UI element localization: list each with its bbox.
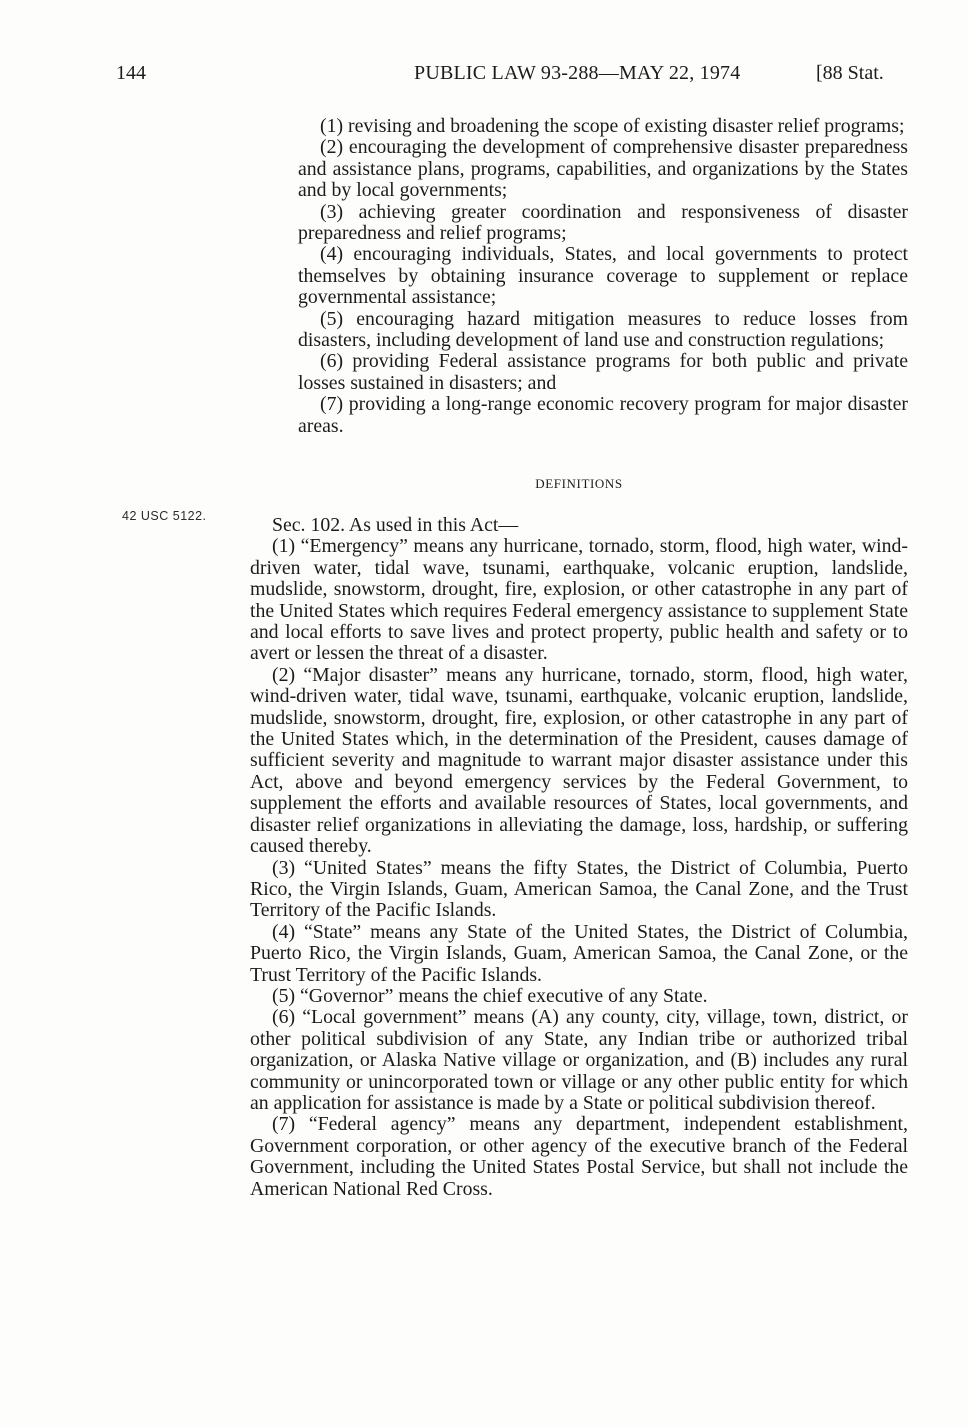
page-header (0, 62, 968, 92)
running-title: PUBLIC LAW 93-288—MAY 22, 1974 (414, 62, 741, 84)
margin-citation: 42 USC 5122. (122, 509, 207, 523)
purpose-item: (4) encouraging individuals, States, and local governments to protect themselves by obtaining insurance coverage to supplement or replace governmental assistance; (298, 243, 908, 309)
section-heading: DEFINITIONS (535, 476, 623, 491)
purpose-item: (3) achieving greater coordination and responsiveness of disaster preparedness and relief programs; (298, 200, 908, 245)
purpose-item: (5) encouraging hazard mitigation measures to reduce losses from disasters, including development of land use and construction regulations; (298, 307, 908, 352)
purpose-item: (7) providing a long-range economic recovery program for major disaster areas. (298, 393, 908, 437)
purpose-item: (1) revising and broadening the scope of existing disaster relief programs; (320, 115, 905, 137)
section-intro: Sec. 102. As used in this Act— (272, 514, 519, 536)
definition-item: (5) “Governor” means the chief executive of any State. (272, 984, 708, 1007)
purpose-item: (6) providing Federal assistance programs for both public and private losses sustained in disasters; and (298, 350, 908, 394)
purposes-list (298, 116, 908, 437)
definition-item: (4) “State” means any State of the United States, the District of Columbia, Puerto Rico, the Virgin Islands, Guam, American Samoa, the Canal Zone, or the Trust Territory of the Pacific Islands. (250, 920, 908, 986)
definition-item: (3) “United States” means the fifty States, the District of Columbia, Puerto Rico, the Virgin Islands, Guam, American Samoa, the Canal Zone, and the Trust Territory of the Pacific Islands. (250, 856, 908, 922)
definition-item: (7) “Federal agency” means any department, independent establishment, Government corporation, or other agency of the executive branch of the Federal Government, including the United States Postal Service, but shall not include the American National Red Cross. (250, 1113, 908, 1200)
definition-item: (1) “Emergency” means any hurricane, tornado, storm, flood, high water, wind-driven water, tidal wave, tsunami, earthquake, volcanic eruption, landslide, mudslide, snowstorm, drought, fire, explosion, or other catastrophe in any part of the United States which requires Federal emergency assistance to supplement State and local efforts to save lives and protect property, public health and safety or to avert or lessen the threat of a disaster. (250, 535, 908, 665)
page-number: 144 (116, 62, 146, 84)
purpose-item: (2) encouraging the development of comprehensive disaster preparedness and assistance plans, programs, capabilities, and organizations by the States and by local governments; (298, 136, 908, 202)
statute-reference: [88 Stat. (816, 62, 884, 84)
definition-item: (6) “Local government” means (A) any county, city, village, town, district, or other political subdivision of any State, any Indian tribe or authorized tribal organization, or Alaska Native village or organization, and (B) includes any rural community or unincorporated town or village or any other public entity for which an application for assistance is made by a State or political subdivision thereof. (250, 1006, 908, 1114)
definition-item: (2) “Major disaster” means any hurricane, tornado, storm, flood, high water, wind-driven water, tidal wave, tsunami, earthquake, volcanic eruption, landslide, mudslide, snowstorm, drought, fire, explosion, or other catastrophe in any part of the United States which, in the determination of the President, causes damage of sufficient severity and magnitude to warrant major disaster assistance under this Act, above and beyond emergency services by the Federal Government, to supplement the efforts and available resources of States, local governments, and disaster relief organizations in alleviating the damage, loss, hardship, or suffering caused thereby. (250, 663, 908, 858)
definitions-section (250, 515, 908, 1200)
